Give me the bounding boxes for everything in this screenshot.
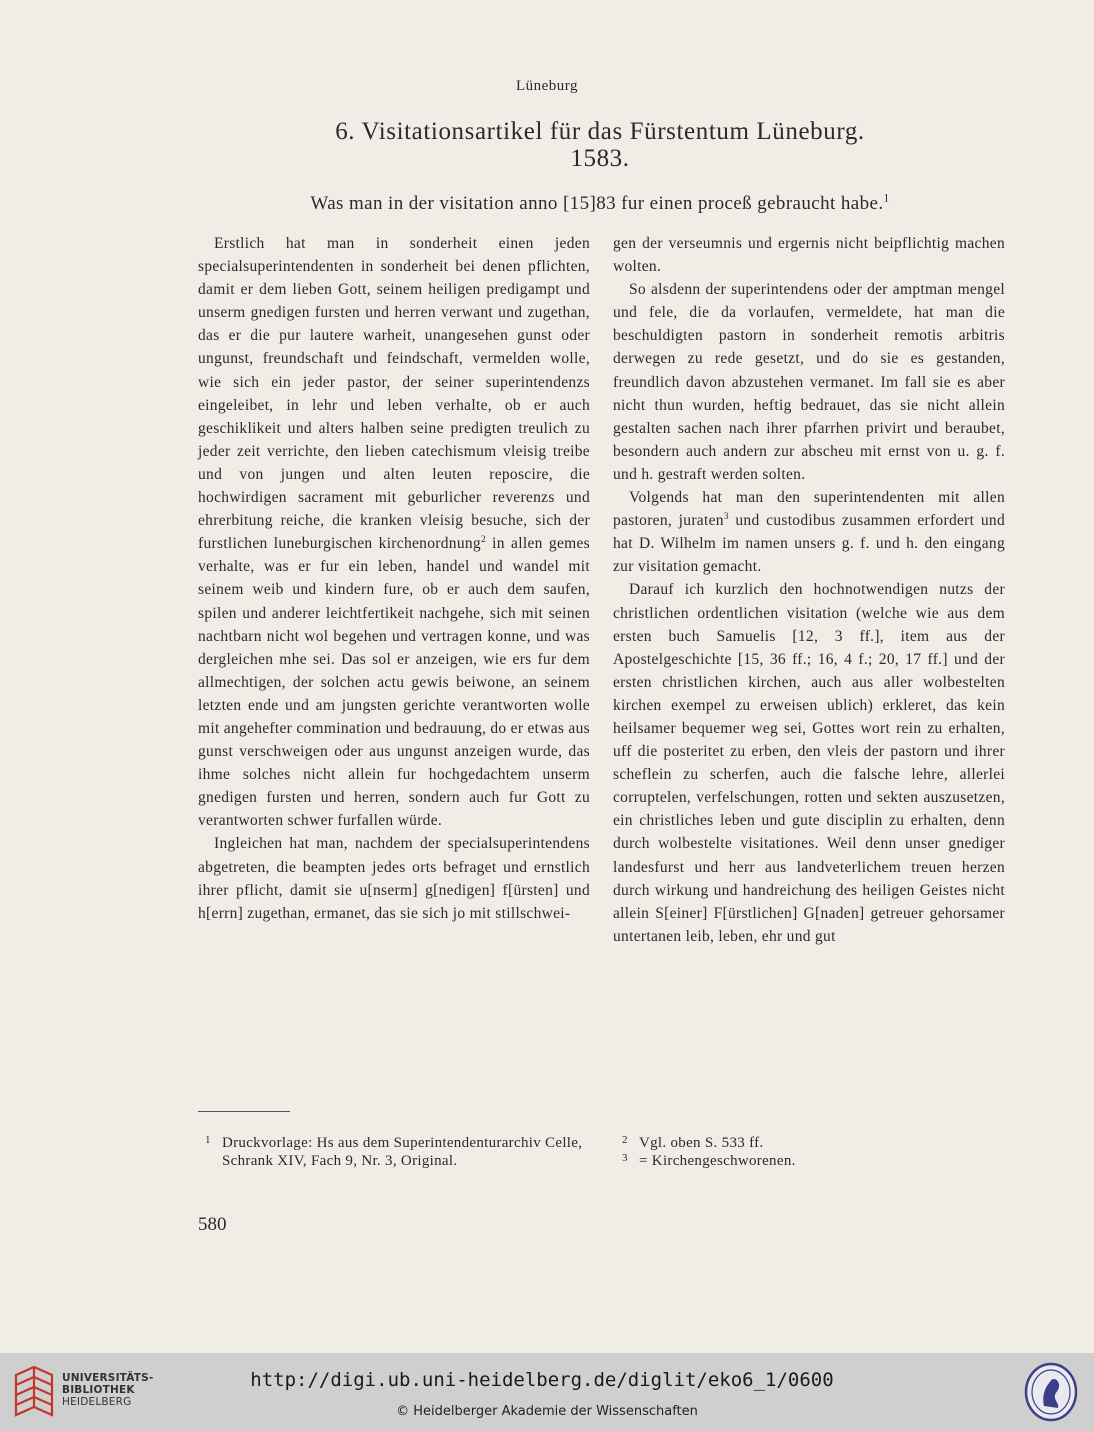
section-subtitle <box>0 193 1094 215</box>
library-name-line: HEIDELBERG <box>62 1396 132 1408</box>
footnote-2 <box>622 1134 1014 1152</box>
paragraph-text: Volgends hat man den superintendenten mit allen pastoren, juraten <box>613 489 1005 530</box>
paragraph: So alsdenn der superintendens oder der amptman mengel und fele, die da vorlaufen, vermeldete, hat man die beschuldigten pastorn in sonderheit remotis arbitris derwegen zu rede gesetzt, und do sie es gestanden, freundlich davon abzustehen vermanet. Im fall sie es aber nicht thun wurden, heftig bedrauet, das sie nicht allein gestalten sachen nach ihrer pfarrhen privirt und beraubet, besondern auch andern zur abscheu mit ernst von u. g. f. und h. gestraft werden solten. <box>613 281 1005 483</box>
subtitle-text: Was man in der visitation anno [15]83 fur einen proceß gebraucht habe. <box>310 193 884 214</box>
left-column <box>198 232 590 925</box>
footnote-ref-3[interactable]: 3 <box>723 511 729 522</box>
paragraph: Darauf ich kurzlich den hochnotwendigen nutzs der christlichen ordentlichen visitation (welche wie aus dem ersten buch Samuelis [12, 3 ff.], item aus der Apostelgeschichte [15, 36 ff.; 16, 4 f.; 20, 17 ff.] und der ersten christlichen kirchen, auch aus aller wolbestelten kirchen exempel zu erweisen ublich) erkleret, das kein heilsamer bequemer weg sei, Gottes wort rein zu erhalten, uff die posteritet zu erben, den vleis der pastorn und ihrer scheflein zu scherfen, auch die falsche lehre, allerlei corruptelen, verfelschungen, rotten und sekten auszusetzen, ein christliches leben und gute disciplin zu erhalten, denn durch wolbestelte visitationes. Weil denn unser gnediger landesfurst und herr aus landveterlichem treuen herzen durch wirkung und handreichung des heiligen Geistes nicht allein S[einer] F[ürstlichen] G[naden] getreuer gehorsamer untertanen leib, leben, ehr und gut <box>613 581 1005 945</box>
paragraph: Ingleichen hat man, nachdem der specialsuperintendens abgetreten, die beampten jedes orts befraget und ernstlich ihrer pflicht, damit sie u[nserm] g[nedigen] f[ürsten] und h[errn] zugethan, ermanet, das sie sich jo mit stillschwei- <box>198 835 590 922</box>
footnote-ref-1[interactable]: 1 <box>883 192 890 205</box>
footnote-number: 1 <box>205 1134 211 1146</box>
library-name-line: BIBLIOTHEK <box>62 1384 135 1396</box>
footnote-3 <box>622 1152 1014 1170</box>
paragraph-text: in allen gemes verhalte, was er fur ein leben, handel und wandel mit seinem weib und kindern fure, ob er auch dem saufen, spilen und anderer leichtfertikeit nachgehe, sich mit seinen nachtbarn nicht wol begehen und vertragen konne, und was dergleichen mhe sei. Das sol er anzeigen, wie ers fur dem allmechtigen, der solchen actu gewis beiwone, an seinem letzten ende und am jungsten gerichte verantworten wolle mit angehefter commination und bedrauung, do er etwas aus gunst verschweigen oder aus ungunst anzeigen wurde, das ihme solches nicht allein fur hochgedachtem unserm gnedigen fursten und herren, sondern auch fur Gott zu verantworten schwer furfallen würde. <box>198 535 591 830</box>
footnotes-left <box>205 1134 597 1170</box>
paragraph-text: Erstlich hat man in sonderheit einen jeden specialsuperintendenten in sonderheit bei denen pflichten, damit er dem lieben Gott, seinem heiligen predigampt und unserm gnedigen fursten und herren verwant und zugethan, das er die pur lautere warheit, unangesehen gunst oder ungunst, freundschaft und feindschaft, vermelden wolle, wie sich ein jeder pastor, der seiner superintendenzs eingeleibet, in lehr und leben verhalte, ob er auch geschiklikeit und alters halben seine predigten treulich zu jeder zeit verrichte, den lieben catechismum vleisig treibe und von jungen und alten leuten reposcire, die hochwirdigen sacrament mit geburlicher reverenzs und ehrerbitung reiche, die kranken vleisig besuche, sich der furstlichen luneburgischen kirchenordnung <box>198 235 590 553</box>
footnotes-right <box>622 1134 1014 1170</box>
paragraph-continued: gen der verseumnis und ergernis nicht beipflichtig machen wolten. <box>613 235 1005 276</box>
footnote-divider <box>198 1111 290 1112</box>
footnote-text: Druckvorlage: Hs aus dem Superintendenturarchiv Celle, Schrank XIV, Fach 9, Nr. 3, Original. <box>222 1135 583 1169</box>
chapter-title <box>0 118 1094 172</box>
page-number: 580 <box>198 1214 227 1235</box>
academy-seal-icon[interactable] <box>1024 1362 1078 1422</box>
paragraph <box>198 232 590 832</box>
paragraph <box>613 486 1005 578</box>
running-head: Lüneburg <box>515 78 579 94</box>
right-column <box>613 232 1005 948</box>
permalink-url[interactable]: http://digi.ub.uni-heidelberg.de/diglit/eko6_1/0600 <box>250 1369 834 1391</box>
chapter-title-year: 1583. <box>570 145 630 172</box>
footnote-number: 3 <box>622 1152 628 1164</box>
chapter-title-line1: 6. Visitationsartikel für das Fürstentum Lüneburg. <box>335 118 865 145</box>
footnote-text: Vgl. oben S. 533 ff. <box>639 1135 764 1151</box>
viewer-footer <box>0 1353 1094 1431</box>
copyright-notice: © Heidelberger Akademie der Wissenschaften <box>396 1404 698 1419</box>
paragraph-text: und custodibus zusammen erfordert und hat D. Wilhelm im namen unsers g. f. und h. den eingang zur visitation gemacht. <box>613 512 1005 576</box>
footnote-ref-2[interactable]: 2 <box>481 535 486 546</box>
footnote-text: = Kirchengeschworenen. <box>639 1153 796 1169</box>
footnote-1 <box>205 1134 597 1170</box>
library-name-line: UNIVERSITÄTS- <box>62 1372 154 1384</box>
footnote-number: 2 <box>622 1134 628 1146</box>
